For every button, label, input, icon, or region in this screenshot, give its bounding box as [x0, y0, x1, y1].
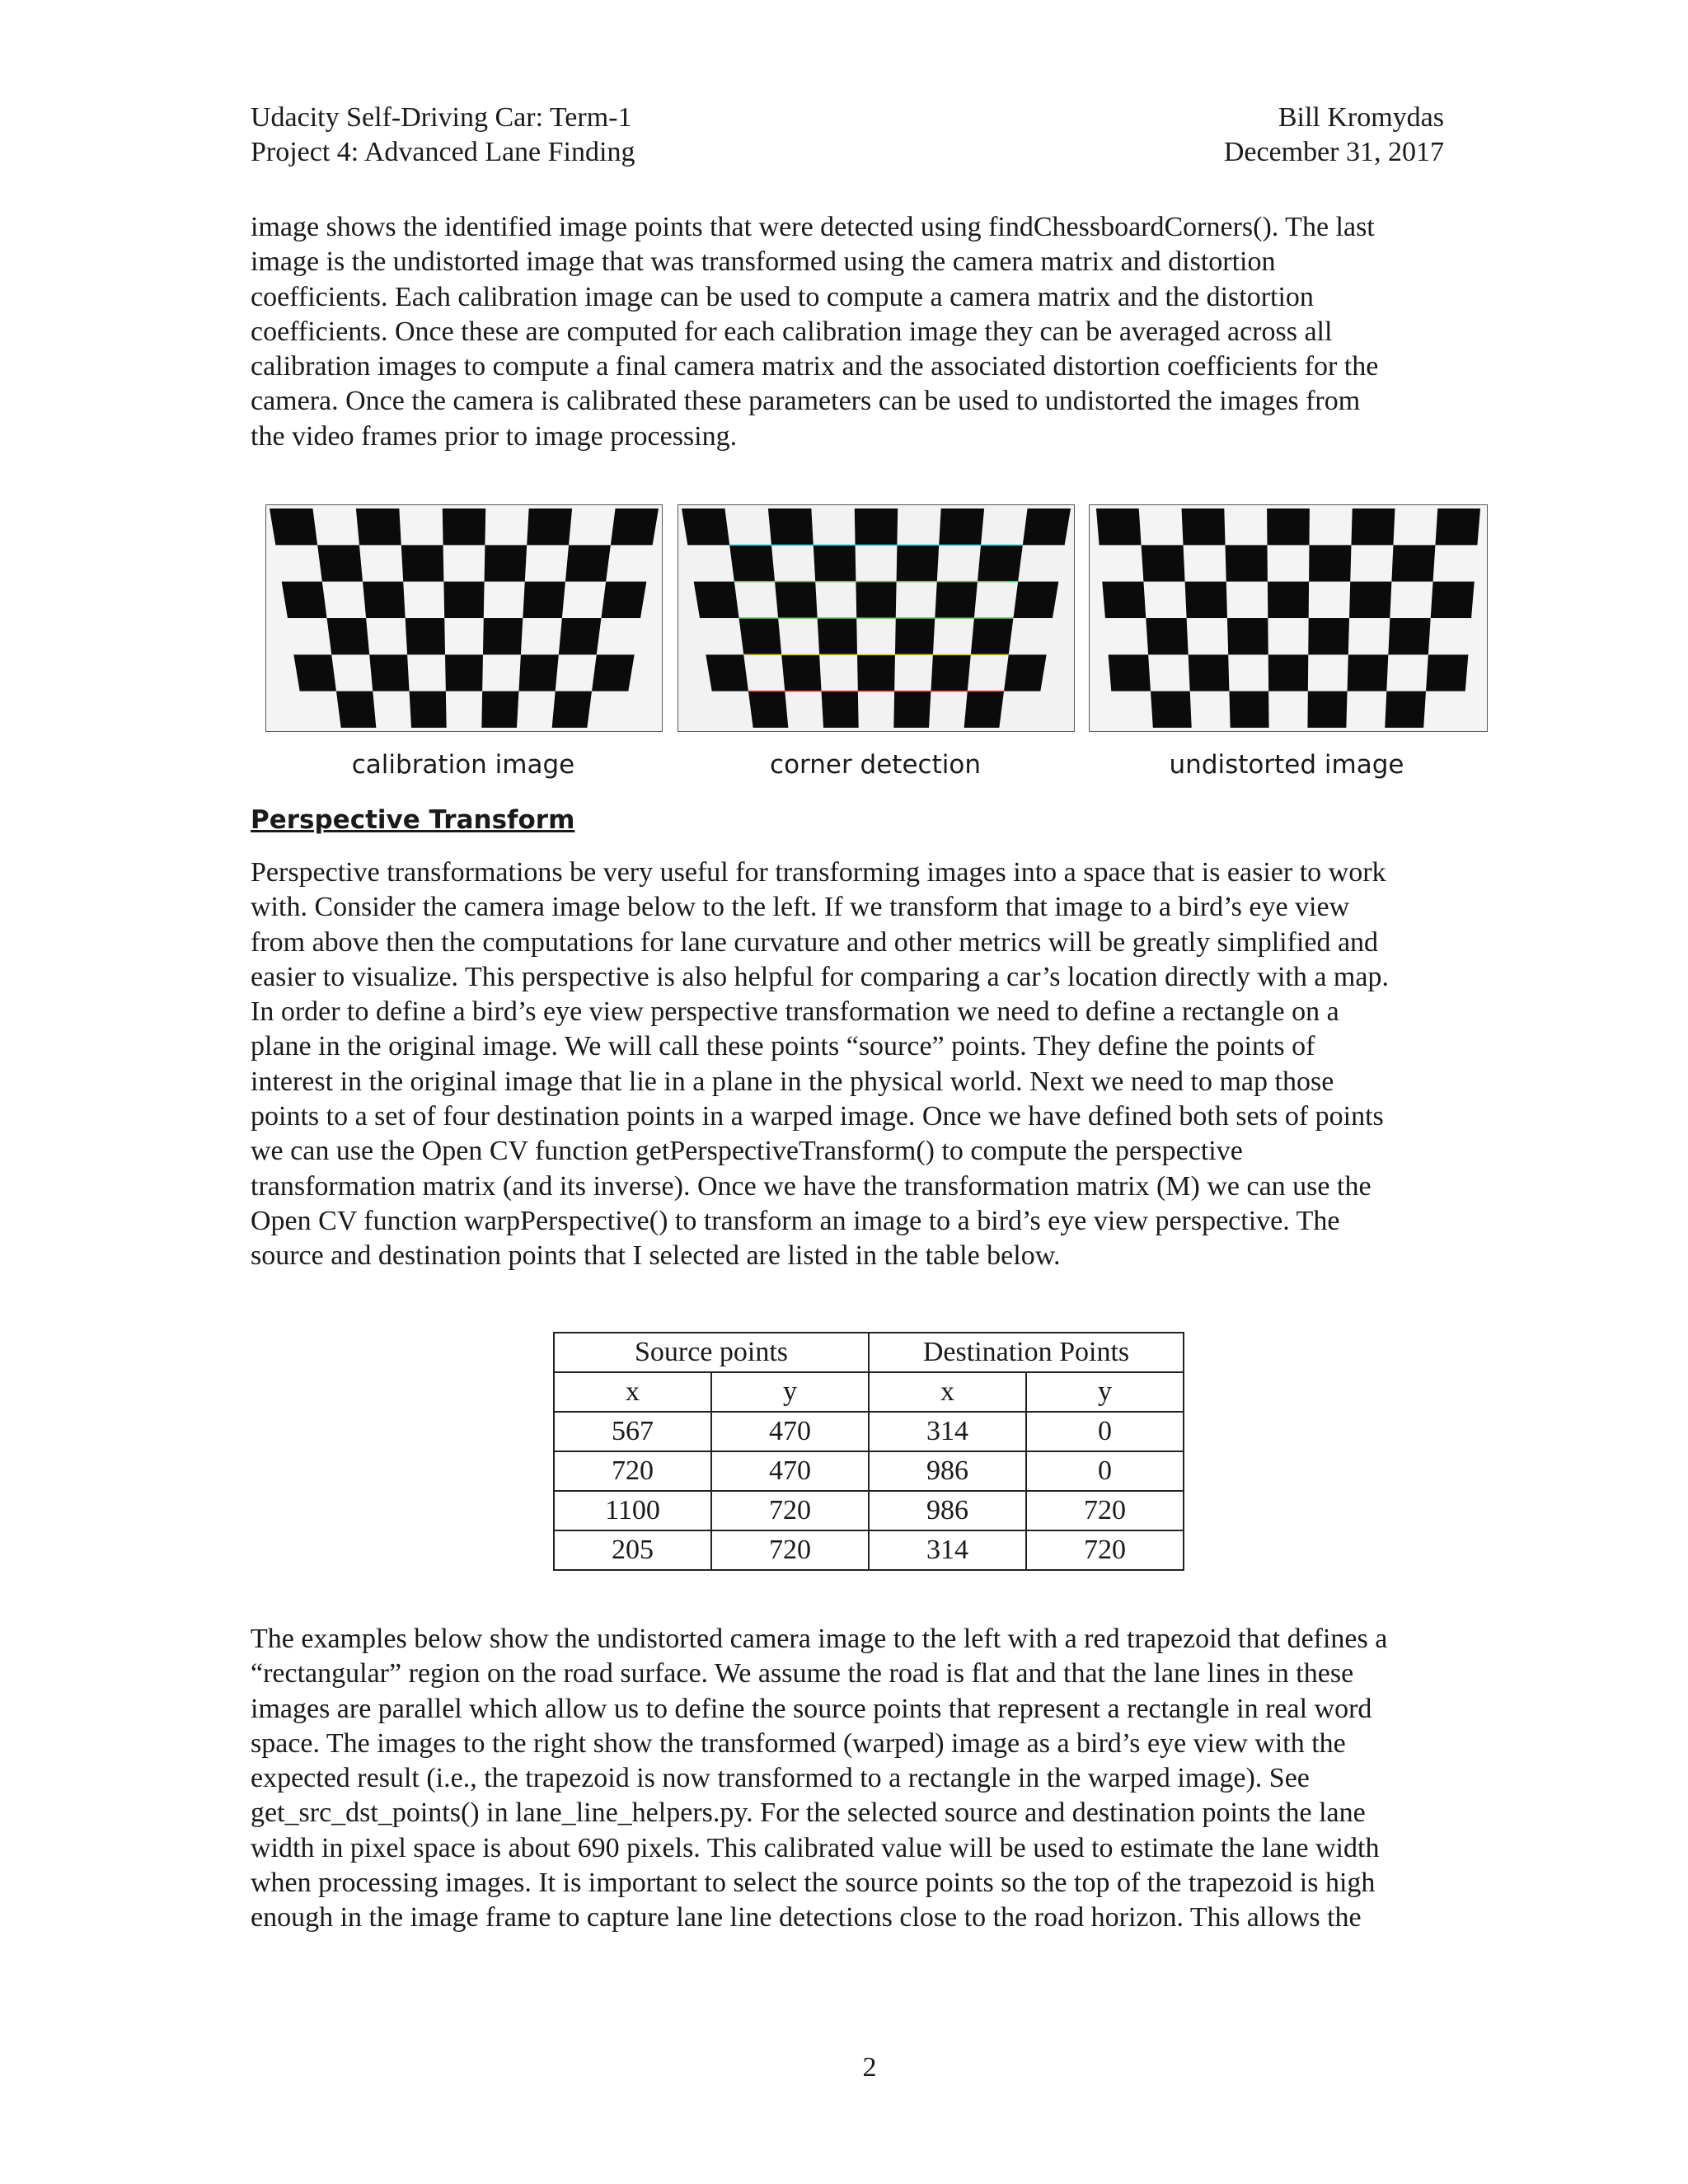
checker-square — [694, 582, 739, 618]
checker-square — [775, 582, 818, 618]
checker-square — [327, 618, 370, 654]
checker-square — [1226, 545, 1268, 581]
table-row — [554, 1491, 1184, 1530]
perspective-paragraph: Perspective transformations be very useful for transforming images into a space that is easier to work with. Consider the camera image below to the left. If we transform that image to a bird’s eye view from above then the computations for lane curvature and other metrics will be greatly simplified and easier to visualize. This perspective is also helpful for comparing a car’s location directly with a map. In order to define a bird’s eye view perspective transformation we need to define a rectangle on a plane in the original image. We will call these points “source” points. They define the points of interest in the original image that lie in a plane in the physical world. Next we need to map those points to a set of four destination points in a warped image. Once we have defined both sets of points we can use the Open CV function getPerspectiveTransform() to compute the perspective transformation matrix (and its inverse). Once we have the transformation matrix (M) we can use the Open CV function warpPerspective() to transform an image to a bird’s eye view perspective. The source and destination points that I selected are listed in the table below. — [251, 857, 1389, 1272]
checker-square — [1109, 654, 1151, 691]
checker-square — [1351, 509, 1395, 545]
caption-corner-detection: corner detection — [770, 750, 981, 780]
checker-square — [781, 654, 821, 691]
checker-square — [481, 691, 518, 728]
checker-square — [682, 509, 729, 545]
table-cell: 986 — [869, 1491, 1026, 1530]
table-cell: 720 — [711, 1530, 869, 1570]
checker-square — [893, 691, 931, 728]
section-heading-perspective-transform: Perspective Transform — [251, 805, 575, 835]
running-header-left — [251, 101, 635, 170]
checker-square — [1308, 618, 1349, 654]
checker-square — [818, 618, 857, 654]
checker-square — [814, 545, 856, 581]
page-number: 2 — [862, 2052, 877, 2083]
checker-square — [895, 618, 935, 654]
checker-square — [1004, 654, 1047, 691]
checker-square — [1013, 582, 1058, 618]
checker-square — [931, 654, 970, 691]
checker-square — [1102, 582, 1146, 618]
table-cell: 0 — [1026, 1451, 1184, 1491]
checker-square — [1268, 582, 1309, 618]
table-sub-header-row — [554, 1372, 1184, 1412]
checker-square — [1349, 582, 1391, 618]
checker-square — [1391, 545, 1435, 581]
checker-square — [822, 691, 859, 728]
checker-square — [483, 618, 523, 654]
running-header-right — [1224, 101, 1444, 170]
table-sub-header: x — [554, 1372, 711, 1412]
checker-square — [559, 618, 602, 654]
table-row — [554, 1451, 1184, 1491]
checker-square — [317, 545, 363, 581]
checker-square — [1096, 509, 1142, 545]
checker-square — [565, 545, 611, 581]
checker-square — [935, 582, 978, 618]
table-row — [554, 1530, 1184, 1570]
checker-square — [897, 545, 940, 581]
destination-points-header: Destination Points — [869, 1333, 1184, 1372]
table-cell: 0 — [1026, 1412, 1184, 1451]
checker-square — [592, 654, 635, 691]
table-cell: 720 — [711, 1491, 869, 1530]
checker-square — [369, 654, 409, 691]
table-cell: 314 — [869, 1530, 1026, 1570]
checker-square — [601, 582, 646, 618]
checker-square — [1435, 509, 1480, 545]
table-sub-header: x — [869, 1372, 1026, 1412]
checker-square — [939, 509, 984, 545]
table-cell: 986 — [869, 1451, 1026, 1491]
caption-calibration-image: calibration image — [351, 750, 575, 780]
checker-square — [443, 582, 484, 618]
source-points-header: Source points — [554, 1333, 869, 1372]
checker-square — [552, 691, 592, 728]
points-table — [553, 1332, 1184, 1571]
checker-square — [1189, 654, 1230, 691]
checker-square — [1185, 582, 1227, 618]
table-cell: 314 — [869, 1412, 1026, 1451]
checker-square — [856, 582, 896, 618]
examples-paragraph: The examples below show the undistorted camera image to the left with a red trapezoid that defines a “rectangular” region on the road surface. We assume the road is flat and that the lane lines in these images are parallel which allow us to define the source points that represent a rectangle in real word space. The images to the right show the transformed (warped) image as a bird’s eye view with the expected result (i.e., the trapezoid is now transformed to a rectangle in the warped image). See get_src_dst_points() in lane_line_helpers.py. For the selected source and destination points the lane width in pixel space is about 690 pixels. This calibrated value will be used to estimate the lane width when processing images. It is important to select the source points so the top of the trapezoid is high enough in the image frame to capture lane line detections close to the road horizon. This allows the — [251, 1624, 1388, 1933]
checker-square — [406, 618, 445, 654]
course-title: Udacity Self-Driving Car: Term-1 — [251, 102, 632, 133]
checker-square — [1431, 582, 1475, 618]
document-date: December 31, 2017 — [1223, 137, 1444, 167]
checker-square — [706, 654, 748, 691]
checker-square — [1385, 691, 1426, 728]
calibration-image — [265, 504, 663, 732]
checker-square — [1151, 691, 1192, 728]
checker-square — [1426, 654, 1468, 691]
checker-square — [527, 509, 572, 545]
project-title: Project 4: Advanced Lane Finding — [251, 137, 635, 167]
table-cell: 720 — [554, 1451, 711, 1491]
table-cell: 205 — [554, 1530, 711, 1570]
corner-detection-checkerboard — [678, 505, 1074, 731]
checker-square — [857, 654, 895, 691]
intro-paragraph: image shows the identified image points that were detected using findChessboardCorners(). The last image is the undistorted image that was transformed using the camera matrix and distortion coefficients. Each calibration image can be used to compute a camera matrix and the distortion coefficients. Once these are computed for each calibration image they can be averaged across all calibration images to compute a final camera matrix and the associated distortion coefficients for the camera. Once the camera is calibrated these parameters can be used to undistorted the images from the video frames prior to image processing. — [251, 212, 1379, 452]
checker-square — [518, 654, 558, 691]
checker-square — [410, 691, 447, 728]
checker-square — [964, 691, 1004, 728]
undistorted-image — [1089, 504, 1488, 732]
table-sub-header: y — [711, 1372, 869, 1412]
checker-square — [336, 691, 376, 728]
table-cell: 1100 — [554, 1491, 711, 1530]
checker-square — [485, 545, 528, 581]
checker-square — [443, 509, 485, 545]
undistorted-checkerboard — [1090, 505, 1487, 731]
checker-square — [293, 654, 336, 691]
caption-undistorted-image: undistorted image — [1169, 750, 1404, 780]
checker-square — [270, 509, 317, 545]
checker-square — [1268, 654, 1309, 691]
calibration-checkerboard — [266, 505, 662, 731]
checker-square — [401, 545, 444, 581]
checker-square — [363, 582, 406, 618]
table-cell: 470 — [711, 1412, 869, 1451]
table-row — [554, 1412, 1184, 1451]
table-cell: 720 — [1026, 1530, 1184, 1570]
checker-square — [523, 582, 565, 618]
checker-square — [611, 509, 659, 545]
checker-square — [1229, 691, 1268, 728]
author-name: Bill Kromydas — [1278, 102, 1444, 133]
table-cell: 720 — [1026, 1491, 1184, 1530]
checker-square — [282, 582, 327, 618]
table-cell: 470 — [711, 1451, 869, 1491]
table-sub-header: y — [1026, 1372, 1184, 1412]
checker-square — [1142, 545, 1185, 581]
checker-square — [729, 545, 775, 581]
checker-square — [356, 509, 401, 545]
checker-square — [445, 654, 483, 691]
corner-detection-image — [678, 504, 1075, 732]
checker-square — [1388, 618, 1430, 654]
checker-square — [1348, 654, 1389, 691]
table-cell: 567 — [554, 1412, 711, 1451]
checker-square — [855, 509, 898, 545]
checker-square — [1309, 545, 1351, 581]
checker-square — [971, 618, 1014, 654]
checker-square — [978, 545, 1023, 581]
checker-square — [1307, 691, 1347, 728]
checker-square — [1227, 618, 1268, 654]
checker-square — [1146, 618, 1188, 654]
checker-square — [739, 618, 782, 654]
table-group-header-row — [554, 1333, 1184, 1372]
checker-square — [1267, 509, 1310, 545]
checker-square — [748, 691, 788, 728]
checker-square — [1023, 509, 1071, 545]
checker-square — [1182, 509, 1226, 545]
checker-square — [768, 509, 814, 545]
